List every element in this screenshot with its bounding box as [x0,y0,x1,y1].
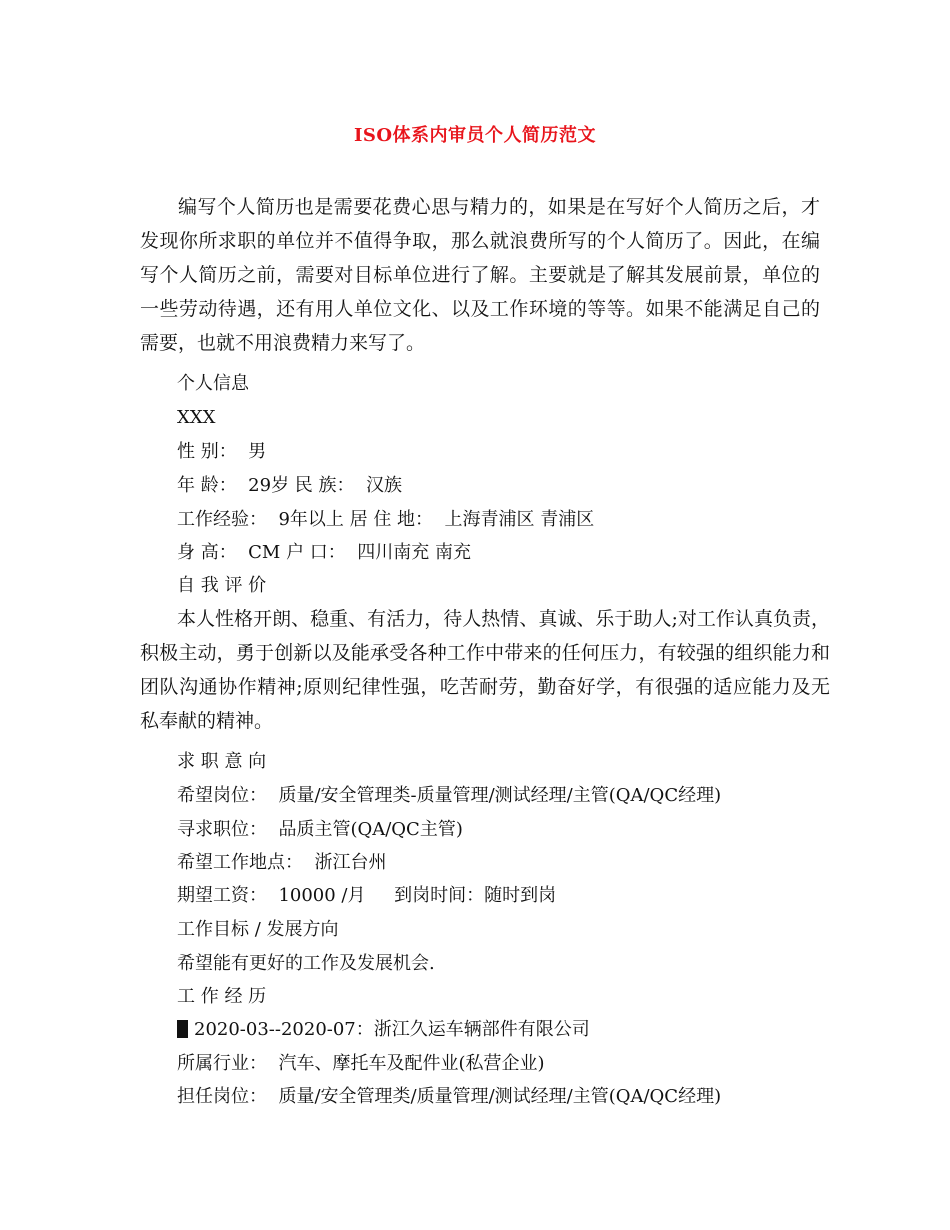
goal-heading: 工作目标 / 发展方向 [177,919,339,940]
name-field: XXX [177,407,216,428]
position-field: 担任岗位： 质量/安全管理类/质量管理/测试经理/主管(QA/QC经理) [177,1086,722,1107]
intro-paragraph: 编写个人简历也是需要花费心思与精力的，如果是在写好个人简历之后，才发现你所求职的单位并不值得争取，那么就浪费所写的个人简历了。因此，在编写个人简历之前，需要对目标单位进行了解。主要就是了解其发展前景，单位的一些劳动待遇，还有用人单位文化、以及工作环境的等等。如果不能满足自己的需要，也就不用浪费精力来写了。 [140,196,820,354]
desired-position-field: 希望岗位： 质量/安全管理类-质量管理/测试经理/主管(QA/QC经理) [177,785,722,806]
age-ethnicity-field: 年 龄： 29岁 民 族： 汉族 [177,475,402,496]
experience-residence-field: 工作经验： 9年以上 居 住 地： 上海青浦区 青浦区 [177,509,595,530]
self-evaluation-heading: 自 我 评 价 [177,575,267,596]
salary-start-field: 期望工资： 10000 /月 到岗时间：随时到岗 [177,885,557,906]
desired-location-field: 希望工作地点： 浙江台州 [177,852,387,873]
seeking-position-field: 寻求职位： 品质主管(QA/QC主管) [177,819,463,840]
gender-field: 性 别： 男 [177,441,267,462]
self-evaluation-text: 本人性格开朗、稳重、有活力，待人热情、真诚、乐于助人;对工作认真负责，积极主动，勇于创新以及能承受各种工作中带来的任何压力，有较强的组织能力和团队沟通协作精神;原则纪律性强，吃苦耐劳，勤奋好学，有很强的适应能力及无私奉献的精神。 [140,608,830,732]
personal-info-heading: 个人信息 [177,373,249,394]
work-history-heading: 工 作 经 历 [177,986,267,1007]
work-entry-header [177,1018,590,1042]
document-title: ISO体系内审员个人简历范文 [353,125,597,146]
industry-field: 所属行业： 汽车、摩托车及配件业(私营企业) [177,1053,545,1074]
bullet-marker [177,1020,188,1038]
height-hukou-field: 身 高： CM 户 口： 四川南充 南充 [177,542,471,563]
job-intention-heading: 求 职 意 向 [177,751,267,772]
goal-text: 希望能有更好的工作及发展机会. [177,953,435,974]
work-entry-period-company: 2020-03--2020-07：浙江久运车辆部件有限公司 [194,1019,590,1040]
